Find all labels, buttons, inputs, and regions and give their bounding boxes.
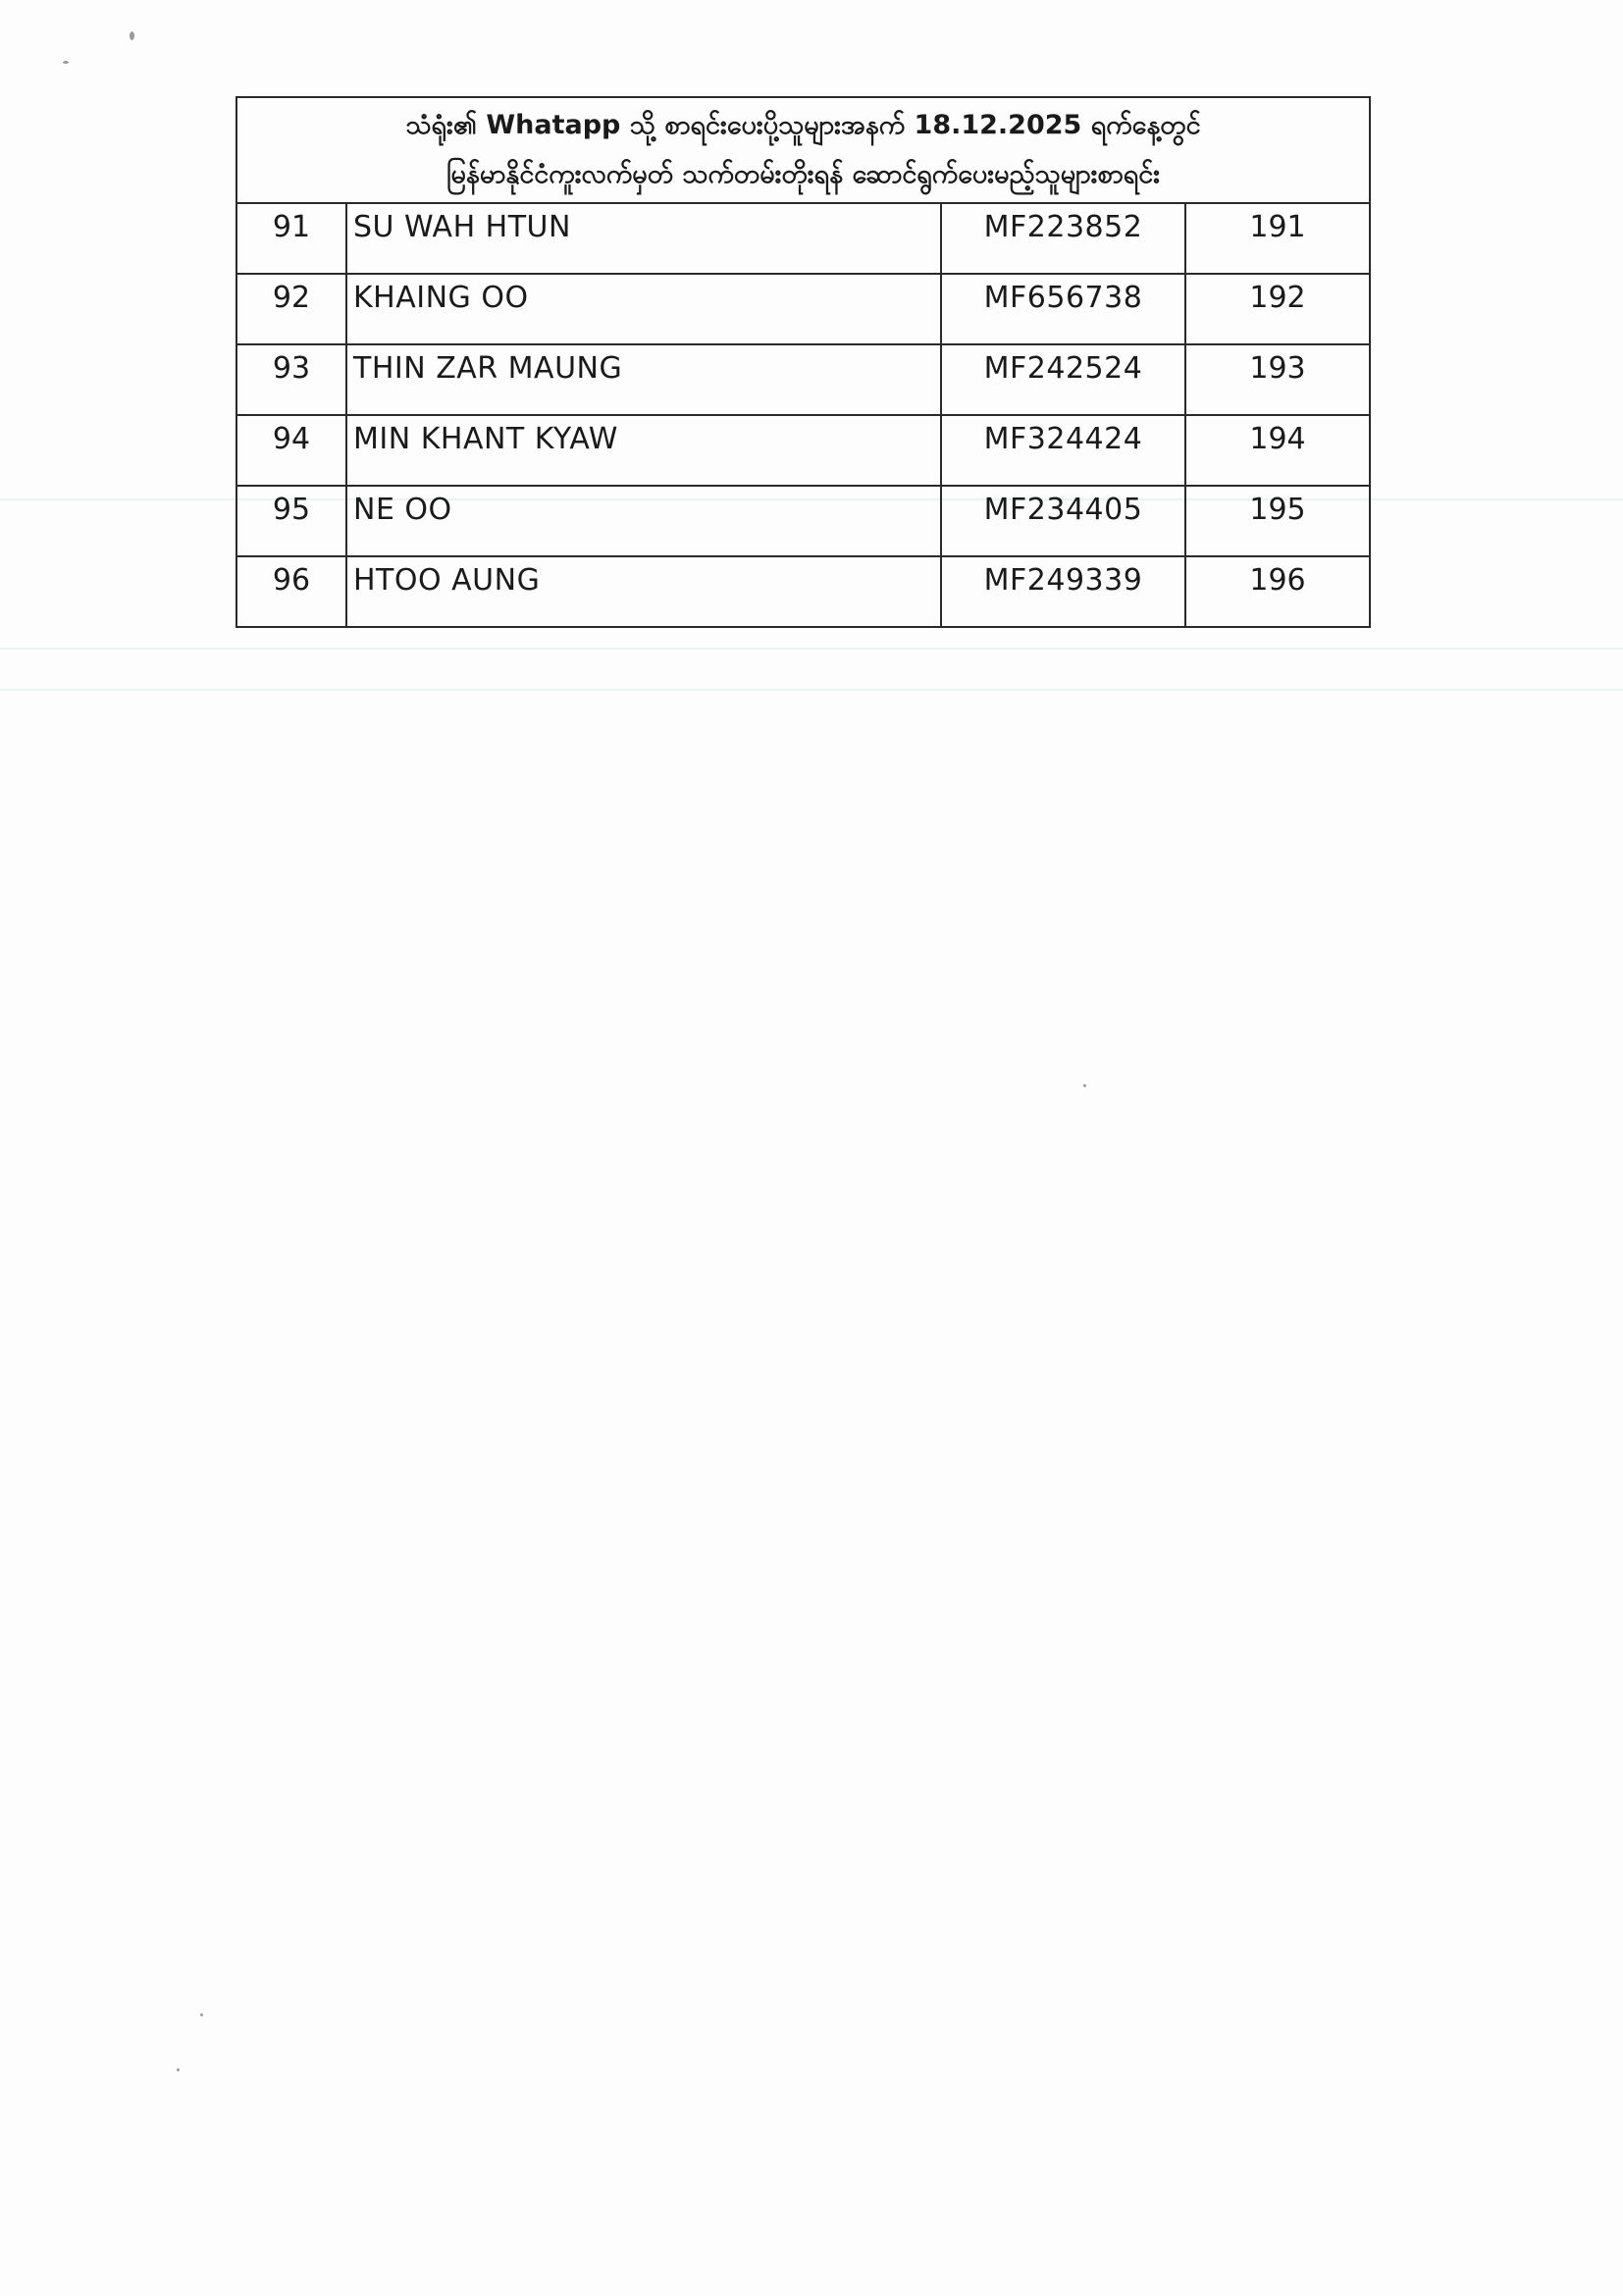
name-cell: THIN ZAR MAUNG bbox=[346, 344, 941, 415]
passport-renewal-table bbox=[236, 96, 1371, 628]
title-line-1: သံရုံး၏ Whatapp သို့ စာရင်းပေးပို့သူများအနက် 18.12.2025 ရက်နေ့တွင် bbox=[405, 110, 1201, 140]
title-line-2: မြန်မာနိုင်ငံကူးလက်မှတ် သက်တမ်းတိုးရန် ဆောင်ရွက်ပေးမည့်သူများစာရင်း bbox=[445, 159, 1161, 189]
passport-number-cell: MF324424 bbox=[941, 415, 1185, 486]
sequence-number-cell: 191 bbox=[1185, 203, 1370, 274]
scan-line bbox=[0, 689, 1623, 691]
name-cell: MIN KHANT KYAW bbox=[346, 415, 941, 486]
sequence-number-cell: 193 bbox=[1185, 344, 1370, 415]
row-number-cell: 94 bbox=[236, 415, 346, 486]
table-row bbox=[236, 203, 1370, 274]
scan-speck bbox=[200, 2013, 203, 2016]
table-row bbox=[236, 344, 1370, 415]
row-number-cell: 92 bbox=[236, 274, 346, 344]
table-row bbox=[236, 486, 1370, 556]
passport-number-cell: MF234405 bbox=[941, 486, 1185, 556]
table-title-row bbox=[236, 97, 1370, 203]
scan-speck bbox=[130, 31, 134, 40]
passport-number-cell: MF656738 bbox=[941, 274, 1185, 344]
row-number-cell: 96 bbox=[236, 556, 346, 627]
scan-line bbox=[0, 648, 1623, 650]
table-title bbox=[236, 97, 1370, 203]
name-cell: SU WAH HTUN bbox=[346, 203, 941, 274]
scan-speck bbox=[1083, 1084, 1086, 1087]
passport-number-cell: MF249339 bbox=[941, 556, 1185, 627]
sequence-number-cell: 192 bbox=[1185, 274, 1370, 344]
table-row bbox=[236, 274, 1370, 344]
name-cell: HTOO AUNG bbox=[346, 556, 941, 627]
passport-number-cell: MF242524 bbox=[941, 344, 1185, 415]
table-row bbox=[236, 415, 1370, 486]
table-row bbox=[236, 556, 1370, 627]
sequence-number-cell: 196 bbox=[1185, 556, 1370, 627]
sequence-number-cell: 194 bbox=[1185, 415, 1370, 486]
passport-number-cell: MF223852 bbox=[941, 203, 1185, 274]
row-number-cell: 93 bbox=[236, 344, 346, 415]
name-cell: KHAING OO bbox=[346, 274, 941, 344]
row-number-cell: 95 bbox=[236, 486, 346, 556]
sequence-number-cell: 195 bbox=[1185, 486, 1370, 556]
scan-speck bbox=[177, 2068, 180, 2071]
row-number-cell: 91 bbox=[236, 203, 346, 274]
scan-speck bbox=[63, 61, 69, 64]
name-cell: NE OO bbox=[346, 486, 941, 556]
